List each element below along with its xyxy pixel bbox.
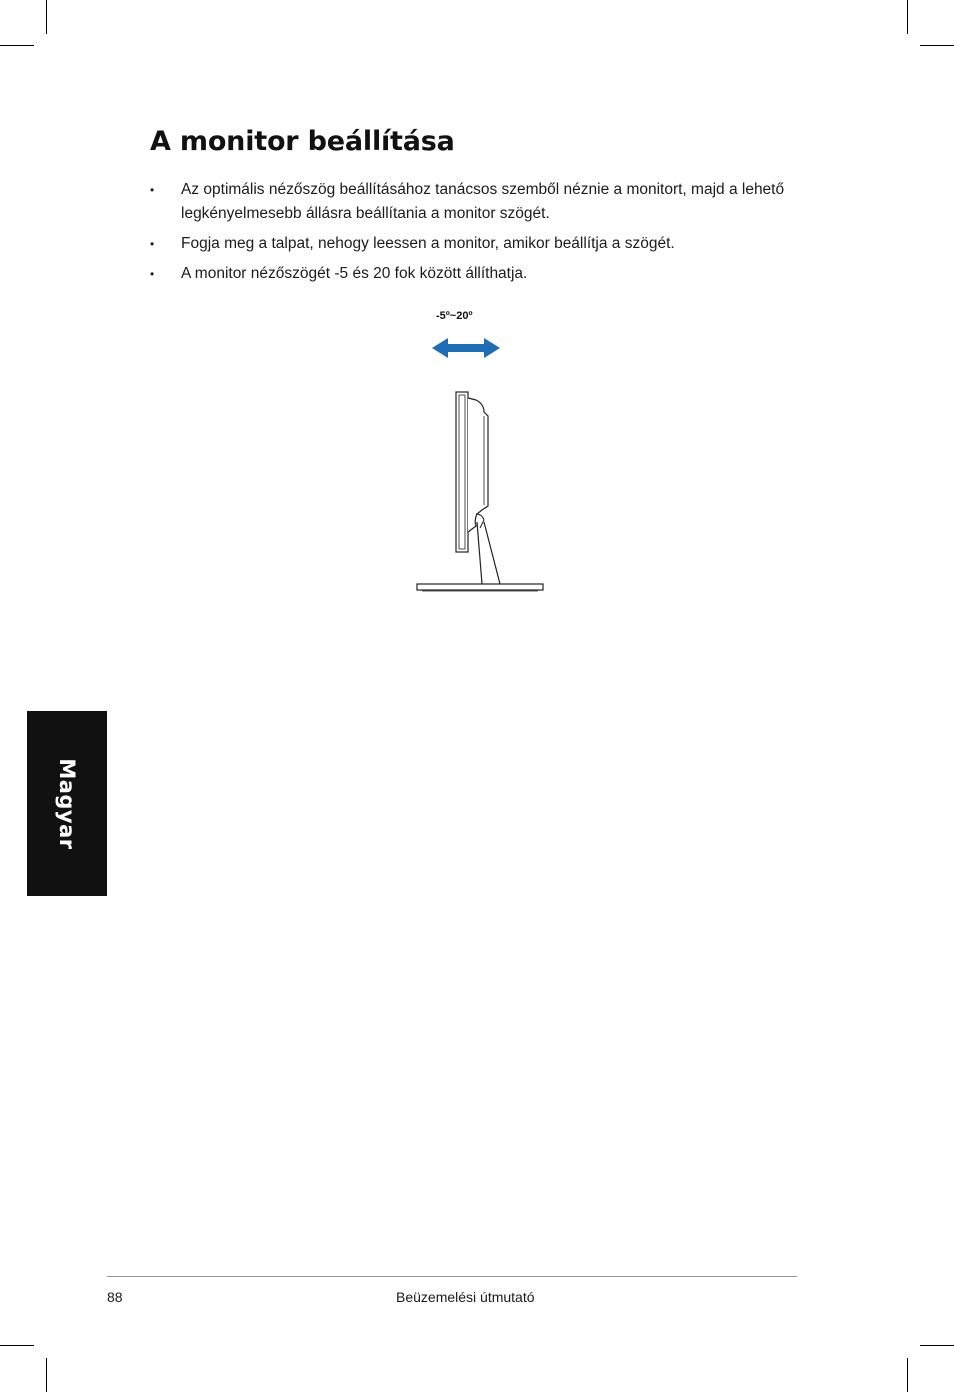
crop-mark [920,45,954,46]
list-item [150,232,790,256]
list-item-text: Az optimális nézőszög beállításához tanácsos szemből néznie a monitort, majd a lehető legkényelmesebb állásra beállítania a monitor szögét. [181,181,785,222]
list-item-text: A monitor nézőszögét -5 és 20 fok között állíthatja. [181,265,528,282]
list-item-text: Fogja meg a talpat, nehogy leessen a monitor, amikor beállítja a szögét. [181,235,675,252]
monitor-side-view [417,392,543,591]
tilt-angle-label: -5º~20º [436,310,473,322]
footer-document-title: Beüzemelési útmutató [396,1289,535,1305]
language-tab [27,711,107,896]
list-item [150,178,790,226]
footer-divider [107,1276,797,1277]
crop-mark [0,45,34,46]
crop-mark [46,0,47,34]
monitor-tilt-illustration [380,300,580,630]
crop-mark [46,1358,47,1392]
instruction-list [150,178,790,292]
page-number: 88 [107,1289,123,1305]
crop-mark [907,0,908,34]
bullet-icon: • [150,267,155,281]
crop-mark [0,1345,34,1346]
page-title: A monitor beállítása [150,126,455,157]
bullet-icon: • [150,183,155,197]
language-tab-label: Magyar [55,757,79,850]
list-item [150,262,790,286]
double-arrow-icon [432,338,500,358]
bullet-icon: • [150,237,155,251]
crop-mark [907,1358,908,1392]
crop-mark [920,1345,954,1346]
